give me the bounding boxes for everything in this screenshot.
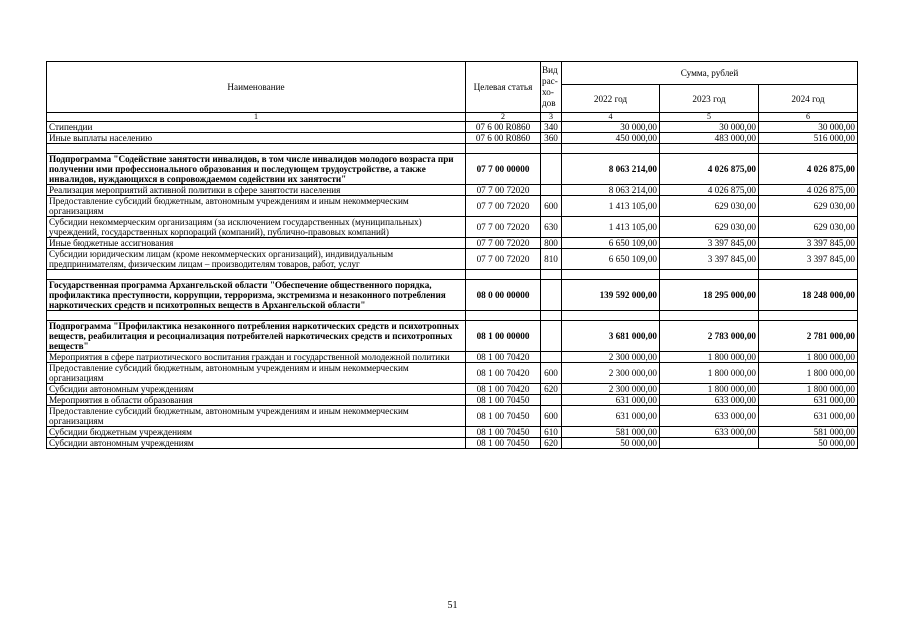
cell-amount-2023: 1 800 000,00 [660, 384, 759, 395]
cell-name: Предоставление субсидий бюджетным, автономным учреждениям и иным некоммерческим организациям [47, 406, 466, 427]
cell-amount-2022: 50 000,00 [562, 438, 660, 449]
empty-cell [541, 311, 562, 321]
spacer-row [47, 144, 858, 154]
cell-amount-2022: 450 000,00 [562, 133, 660, 144]
cell-target-article: 08 1 00 70420 [466, 384, 541, 395]
cell-amount-2022: 2 300 000,00 [562, 384, 660, 395]
cell-name: Иные выплаты населению [47, 133, 466, 144]
empty-cell [759, 311, 858, 321]
page-number: 51 [447, 600, 458, 611]
cell-expense-kind: 600 [541, 363, 562, 384]
cell-amount-2022: 8 063 214,00 [562, 154, 660, 185]
cell-amount-2024: 30 000,00 [759, 122, 858, 133]
program-row [47, 154, 858, 185]
program-row [47, 321, 858, 352]
empty-cell [660, 144, 759, 154]
header-target-article: Целевая статья [466, 62, 541, 113]
cell-amount-2023: 4 026 875,00 [660, 185, 759, 196]
empty-cell [660, 311, 759, 321]
cell-expense-kind: 600 [541, 196, 562, 217]
cell-amount-2024: 1 800 000,00 [759, 352, 858, 363]
program-row [47, 280, 858, 311]
cell-amount-2024: 3 397 845,00 [759, 238, 858, 249]
cell-target-article: 08 1 00 00000 [466, 321, 541, 352]
cell-amount-2022: 139 592 000,00 [562, 280, 660, 311]
table-row [47, 395, 858, 406]
cell-target-article: 07 7 00 72020 [466, 238, 541, 249]
cell-name: Государственная программа Архангельской области "Обеспечение общественного порядка, профилактика преступности, коррупции, терроризма, экстремизма и незаконного потребления наркотических средств и психотропных веществ в Архангельской области" [47, 280, 466, 311]
table-row [47, 352, 858, 363]
cell-name: Субсидии бюджетным учреждениям [47, 427, 466, 438]
table-row [47, 217, 858, 238]
header-name: Наименование [47, 62, 466, 113]
cell-amount-2022: 631 000,00 [562, 395, 660, 406]
cell-target-article: 07 7 00 72020 [466, 249, 541, 270]
cell-name: Субсидии юридическим лицам (кроме некоммерческих организаций), индивидуальным предпринимателям, физическим лицам – производителям товаров, работ, услуг [47, 249, 466, 270]
empty-cell [759, 270, 858, 280]
cell-target-article: 08 1 00 70450 [466, 395, 541, 406]
empty-cell [759, 144, 858, 154]
cell-name: Мероприятия в области образования [47, 395, 466, 406]
column-number: 4 [562, 113, 660, 122]
header-year-2024: 2024 год [759, 85, 858, 113]
column-number: 3 [541, 113, 562, 122]
cell-name: Подпрограмма "Профилактика незаконного потребления наркотических средств и психотропных веществ, реабилитация и ресоциализация потребителей наркотических средств и психотропных веществ" [47, 321, 466, 352]
table-row [47, 122, 858, 133]
cell-amount-2024: 629 030,00 [759, 196, 858, 217]
cell-target-article: 08 1 00 70450 [466, 438, 541, 449]
cell-amount-2024: 18 248 000,00 [759, 280, 858, 311]
cell-amount-2023: 1 800 000,00 [660, 352, 759, 363]
cell-amount-2022: 2 300 000,00 [562, 352, 660, 363]
cell-name: Мероприятия в сфере патриотического воспитания граждан и государственной молодежной политики [47, 352, 466, 363]
cell-amount-2023: 3 397 845,00 [660, 238, 759, 249]
table-row [47, 384, 858, 395]
cell-expense-kind: 340 [541, 122, 562, 133]
cell-amount-2022: 1 413 105,00 [562, 196, 660, 217]
cell-expense-kind: 600 [541, 406, 562, 427]
column-number: 6 [759, 113, 858, 122]
empty-cell [47, 144, 466, 154]
cell-name: Субсидии некоммерческим организациям (за исключением государственных (муниципальных) учреждений, государственных корпораций (компаний), публично-правовых компаний) [47, 217, 466, 238]
cell-target-article: 08 1 00 70450 [466, 406, 541, 427]
cell-expense-kind [541, 280, 562, 311]
empty-cell [466, 144, 541, 154]
cell-name: Иные бюджетные ассигнования [47, 238, 466, 249]
empty-cell [562, 144, 660, 154]
cell-amount-2023 [660, 438, 759, 449]
cell-amount-2023: 1 800 000,00 [660, 363, 759, 384]
cell-amount-2023: 633 000,00 [660, 395, 759, 406]
cell-name: Стипендии [47, 122, 466, 133]
empty-cell [466, 311, 541, 321]
cell-amount-2022: 581 000,00 [562, 427, 660, 438]
cell-target-article: 07 7 00 72020 [466, 185, 541, 196]
cell-expense-kind: 360 [541, 133, 562, 144]
cell-amount-2023: 629 030,00 [660, 196, 759, 217]
cell-amount-2023: 633 000,00 [660, 406, 759, 427]
cell-target-article: 07 7 00 00000 [466, 154, 541, 185]
empty-cell [47, 311, 466, 321]
cell-amount-2024: 581 000,00 [759, 427, 858, 438]
table-row [47, 185, 858, 196]
cell-expense-kind [541, 321, 562, 352]
cell-amount-2022: 6 650 109,00 [562, 238, 660, 249]
table-row [47, 427, 858, 438]
cell-amount-2024: 4 026 875,00 [759, 185, 858, 196]
header-expense-kind: Вид рас-хо-дов [541, 62, 562, 113]
empty-cell [541, 144, 562, 154]
cell-expense-kind [541, 352, 562, 363]
cell-name: Реализация мероприятий активной политики в сфере занятости населения [47, 185, 466, 196]
cell-amount-2024: 1 800 000,00 [759, 363, 858, 384]
cell-amount-2022: 30 000,00 [562, 122, 660, 133]
column-number: 1 [47, 113, 466, 122]
cell-amount-2024: 629 030,00 [759, 217, 858, 238]
cell-amount-2024: 631 000,00 [759, 395, 858, 406]
cell-amount-2024: 50 000,00 [759, 438, 858, 449]
empty-cell [562, 311, 660, 321]
empty-cell [541, 270, 562, 280]
cell-amount-2023: 2 783 000,00 [660, 321, 759, 352]
cell-target-article: 08 1 00 70450 [466, 427, 541, 438]
table-row [47, 249, 858, 270]
budget-table [46, 61, 858, 449]
cell-target-article: 07 6 00 R0860 [466, 133, 541, 144]
cell-target-article: 08 1 00 70420 [466, 352, 541, 363]
cell-amount-2024: 3 397 845,00 [759, 249, 858, 270]
table-row [47, 133, 858, 144]
cell-expense-kind: 630 [541, 217, 562, 238]
cell-amount-2022: 2 300 000,00 [562, 363, 660, 384]
cell-target-article: 07 7 00 72020 [466, 217, 541, 238]
cell-name: Подпрограмма "Содействие занятости инвалидов, в том числе инвалидов молодого возраста при получении ими профессионального образования и последующем трудоустройстве, а также инвалидов, нуждающихся в сопровождаемом содействии их занятости" [47, 154, 466, 185]
cell-name: Предоставление субсидий бюджетным, автономным учреждениям и иным некоммерческим организациям [47, 363, 466, 384]
column-number-row [47, 113, 858, 122]
cell-amount-2024: 1 800 000,00 [759, 384, 858, 395]
cell-target-article: 08 0 00 00000 [466, 280, 541, 311]
table-row [47, 406, 858, 427]
cell-expense-kind: 620 [541, 384, 562, 395]
table-body [47, 113, 858, 449]
table-row [47, 196, 858, 217]
cell-amount-2023: 18 295 000,00 [660, 280, 759, 311]
table-row [47, 438, 858, 449]
cell-amount-2022: 6 650 109,00 [562, 249, 660, 270]
cell-name: Субсидии автономным учреждениям [47, 438, 466, 449]
empty-cell [562, 270, 660, 280]
header-year-2023: 2023 год [660, 85, 759, 113]
cell-amount-2024: 516 000,00 [759, 133, 858, 144]
cell-expense-kind [541, 154, 562, 185]
cell-expense-kind: 800 [541, 238, 562, 249]
column-number: 2 [466, 113, 541, 122]
cell-amount-2024: 631 000,00 [759, 406, 858, 427]
cell-amount-2023: 4 026 875,00 [660, 154, 759, 185]
table-row [47, 363, 858, 384]
cell-amount-2024: 4 026 875,00 [759, 154, 858, 185]
spacer-row [47, 270, 858, 280]
cell-amount-2023: 629 030,00 [660, 217, 759, 238]
cell-amount-2022: 3 681 000,00 [562, 321, 660, 352]
cell-amount-2023: 30 000,00 [660, 122, 759, 133]
empty-cell [466, 270, 541, 280]
table-row [47, 238, 858, 249]
header-year-2022: 2022 год [562, 85, 660, 113]
cell-amount-2023: 483 000,00 [660, 133, 759, 144]
spacer-row [47, 311, 858, 321]
cell-amount-2023: 3 397 845,00 [660, 249, 759, 270]
empty-cell [660, 270, 759, 280]
cell-amount-2024: 2 781 000,00 [759, 321, 858, 352]
cell-target-article: 07 6 00 R0860 [466, 122, 541, 133]
column-number: 5 [660, 113, 759, 122]
cell-amount-2023: 633 000,00 [660, 427, 759, 438]
cell-expense-kind [541, 185, 562, 196]
cell-amount-2022: 8 063 214,00 [562, 185, 660, 196]
cell-target-article: 07 7 00 72020 [466, 196, 541, 217]
cell-expense-kind: 610 [541, 427, 562, 438]
cell-expense-kind: 620 [541, 438, 562, 449]
cell-amount-2022: 1 413 105,00 [562, 217, 660, 238]
cell-expense-kind: 810 [541, 249, 562, 270]
cell-name: Субсидии автономным учреждениям [47, 384, 466, 395]
header-amount: Сумма, рублей [562, 62, 858, 85]
cell-target-article: 08 1 00 70420 [466, 363, 541, 384]
cell-name: Предоставление субсидий бюджетным, автономным учреждениям и иным некоммерческим организациям [47, 196, 466, 217]
cell-expense-kind [541, 395, 562, 406]
empty-cell [47, 270, 466, 280]
cell-amount-2022: 631 000,00 [562, 406, 660, 427]
